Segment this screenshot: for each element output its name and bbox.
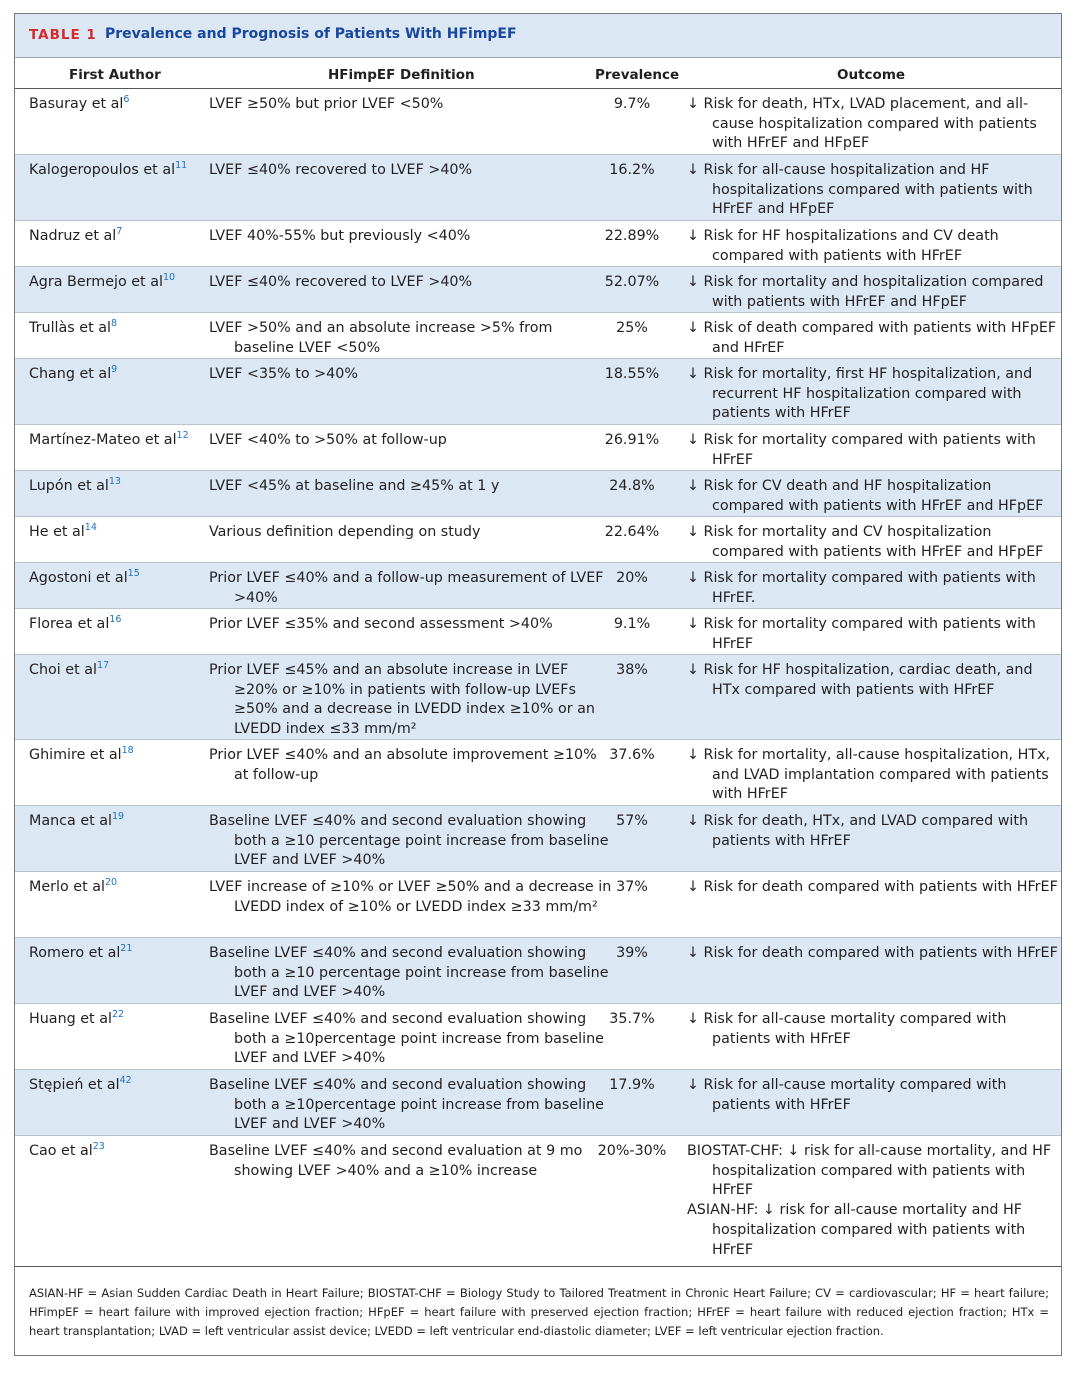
- cell-definition: LVEF <40% to >50% at follow-up: [209, 432, 447, 448]
- reference-link[interactable]: 13: [108, 476, 121, 488]
- cell-outcome: [687, 365, 1059, 424]
- table-row: [15, 267, 1061, 313]
- cell-first-author: [29, 1010, 205, 1030]
- cell-prevalence: 9.7%: [613, 96, 651, 112]
- cell-first-author: [29, 1076, 205, 1096]
- cell-prevalence: 39%: [616, 945, 648, 961]
- cell-prevalence: 38%: [616, 662, 648, 678]
- cell-definition: Prior LVEF ≤35% and second assessment >40%: [209, 616, 553, 632]
- cell-outcome: [687, 878, 1059, 898]
- table-row: [15, 155, 1061, 221]
- cell-prevalence: 24.8%: [609, 478, 655, 494]
- cell-first-author: [29, 615, 205, 635]
- cell-first-author: [29, 661, 205, 681]
- cell-outcome: [687, 431, 1059, 470]
- author-name: Huang et al: [29, 1011, 112, 1027]
- outcome-text: ↓ Risk for CV death and HF hospitalization compared with patients with HFrEF and HFpEF: [687, 478, 1044, 514]
- outcome-text: ↓ Risk for all-cause mortality compared with patients with HFrEF: [687, 1077, 1007, 1113]
- cell-prevalence: 37.6%: [609, 747, 655, 763]
- cell-outcome: [687, 661, 1059, 700]
- cell-definition: Various definition depending on study: [209, 524, 481, 540]
- cell-prevalence: 37%: [616, 879, 648, 895]
- cell-definition: LVEF ≤40% recovered to LVEF >40%: [209, 162, 473, 178]
- reference-link[interactable]: 9: [111, 364, 118, 376]
- table-row: [15, 1070, 1061, 1136]
- cell-prevalence: 20%: [616, 570, 648, 586]
- author-name: Florea et al: [29, 616, 110, 632]
- header-outcome: Outcome: [837, 67, 906, 83]
- cell-outcome: [687, 227, 1059, 266]
- outcome-text: ↓ Risk of death compared with patients with HFpEF and HFrEF: [687, 320, 1057, 356]
- cell-outcome: [687, 161, 1059, 220]
- outcome-text: ↓ Risk for death, HTx, and LVAD compared with patients with HFrEF: [687, 813, 1029, 849]
- table-row: [15, 938, 1061, 1004]
- cell-definition: Baseline LVEF ≤40% and second evaluation showing both a ≥10percentage point increase from baseline LVEF and LVEF >40%: [209, 1077, 604, 1133]
- author-name: Ghimire et al: [29, 747, 122, 763]
- cell-outcome: [687, 1142, 1059, 1260]
- author-name: Basuray et al: [29, 96, 124, 112]
- outcome-text: ↓ Risk for death compared with patients with HFrEF: [687, 945, 1058, 961]
- cell-outcome: [687, 615, 1059, 654]
- table-row: [15, 89, 1061, 155]
- cell-first-author: [29, 319, 205, 339]
- outcome-text: ↓ Risk for mortality compared with patients with HFrEF: [687, 616, 1036, 652]
- cell-first-author: [29, 431, 205, 451]
- reference-link[interactable]: 7: [116, 226, 123, 238]
- outcome-text: ↓ Risk for mortality compared with patients with HFrEF: [687, 432, 1036, 468]
- cell-definition: Baseline LVEF ≤40% and second evaluation showing both a ≥10 percentage point increase from baseline LVEF and LVEF >40%: [209, 813, 609, 869]
- author-name: Lupón et al: [29, 478, 109, 494]
- cell-definition: Baseline LVEF ≤40% and second evaluation showing both a ≥10 percentage point increase from baseline LVEF and LVEF >40%: [209, 945, 609, 1001]
- cell-definition: Prior LVEF ≤40% and an absolute improvement ≥10% at follow-up: [209, 747, 597, 783]
- author-name: Stępień et al: [29, 1077, 120, 1093]
- table-row: [15, 517, 1061, 563]
- cell-definition: LVEF <45% at baseline and ≥45% at 1 y: [209, 478, 500, 494]
- outcome-text: ↓ Risk for death compared with patients with HFrEF: [687, 879, 1058, 895]
- cell-first-author: [29, 477, 205, 497]
- header-definition: HFimpEF Definition: [328, 67, 475, 83]
- header-first-author: First Author: [69, 67, 161, 83]
- author-name: Cao et al: [29, 1143, 93, 1159]
- author-name: Romero et al: [29, 945, 121, 961]
- table-row: [15, 359, 1061, 425]
- author-name: Nadruz et al: [29, 228, 117, 244]
- outcome-text: ↓ Risk for death, HTx, LVAD placement, and all-cause hospitalization compared with patients with HFrEF and HFpEF: [687, 96, 1037, 152]
- cell-first-author: [29, 1142, 205, 1162]
- table-body: [15, 89, 1061, 1261]
- cell-outcome: [687, 944, 1059, 964]
- cell-outcome: [687, 1010, 1059, 1049]
- cell-first-author: [29, 944, 205, 964]
- cell-first-author: [29, 95, 205, 115]
- reference-link[interactable]: 19: [112, 811, 125, 823]
- reference-link[interactable]: 21: [120, 943, 133, 955]
- cell-prevalence: 22.89%: [604, 228, 660, 244]
- cell-definition: LVEF ≥50% but prior LVEF <50%: [209, 96, 444, 112]
- table-row: [15, 655, 1061, 740]
- cell-definition: Baseline LVEF ≤40% and second evaluation at 9 mo showing LVEF >40% and a ≥10% increase: [209, 1143, 583, 1179]
- reference-link[interactable]: 15: [127, 568, 140, 580]
- outcome-text: BIOSTAT-CHF: ↓ risk for all-cause mortality, and HF hospitalization compared with patients with HFrEF: [687, 1143, 1052, 1199]
- outcome-text: ↓ Risk for mortality and hospitalization compared with patients with HFrEF and HFpEF: [687, 274, 1044, 310]
- reference-link[interactable]: 14: [84, 522, 97, 534]
- cell-prevalence: 25%: [616, 320, 648, 336]
- cell-outcome: [687, 746, 1059, 805]
- cell-definition: LVEF increase of ≥10% or LVEF ≥50% and a decrease in LVEDD index of ≥10% or LVEDD index ≥33 mm/m²: [209, 879, 612, 915]
- cell-outcome: [687, 523, 1059, 562]
- outcome-text: ↓ Risk for mortality, all-cause hospitalization, HTx, and LVAD implantation compared with patients with HFrEF: [687, 747, 1051, 803]
- reference-link[interactable]: 18: [121, 745, 134, 757]
- cell-definition: LVEF <35% to >40%: [209, 366, 358, 382]
- cell-prevalence: 22.64%: [604, 524, 660, 540]
- cell-prevalence: 9.1%: [613, 616, 651, 632]
- footnote-divider: [15, 1266, 1061, 1267]
- cell-definition: LVEF ≤40% recovered to LVEF >40%: [209, 274, 473, 290]
- reference-link[interactable]: 12: [176, 430, 189, 442]
- cell-first-author: [29, 273, 205, 293]
- cell-first-author: [29, 523, 205, 543]
- cell-definition: Prior LVEF ≤40% and a follow-up measurement of LVEF >40%: [209, 570, 604, 606]
- cell-prevalence: 18.55%: [604, 366, 660, 382]
- reference-link[interactable]: 17: [97, 660, 110, 672]
- reference-link[interactable]: 16: [109, 614, 122, 626]
- author-name: Manca et al: [29, 813, 113, 829]
- reference-link[interactable]: 6: [123, 94, 130, 106]
- cell-prevalence: 20%-30%: [597, 1143, 667, 1159]
- header-prevalence: Prevalence: [595, 67, 680, 83]
- table-header-row: [15, 58, 1061, 89]
- outcome-text: ASIAN-HF: ↓ risk for all-cause mortality and HF hospitalization compared with patients with HFrEF: [687, 1202, 1026, 1258]
- author-name: Trullàs et al: [29, 320, 111, 336]
- outcome-text: ↓ Risk for all-cause mortality compared with patients with HFrEF: [687, 1011, 1007, 1047]
- author-name: Martínez-Mateo et al: [29, 432, 177, 448]
- table-row: [15, 1004, 1061, 1070]
- author-name: Chang et al: [29, 366, 112, 382]
- reference-link[interactable]: 8: [110, 318, 117, 330]
- cell-first-author: [29, 746, 205, 766]
- table-row: [15, 425, 1061, 471]
- author-name: Agra Bermejo et al: [29, 274, 163, 290]
- reference-link[interactable]: 23: [92, 1141, 105, 1153]
- outcome-text: ↓ Risk for all-cause hospitalization and HF hospitalizations compared with patients with HFrEF and HFpEF: [687, 162, 1033, 218]
- table-row: [15, 806, 1061, 872]
- cell-first-author: [29, 812, 205, 832]
- author-name: Choi et al: [29, 662, 97, 678]
- table-row: [15, 609, 1061, 655]
- table-row: [15, 563, 1061, 609]
- outcome-text: ↓ Risk for mortality, first HF hospitalization, and recurrent HF hospitalization compared with patients with HFrEF: [687, 366, 1033, 422]
- cell-definition: LVEF 40%-55% but previously <40%: [209, 228, 471, 244]
- table-row: [15, 221, 1061, 267]
- table-frame: [14, 13, 1062, 1356]
- reference-link[interactable]: 10: [162, 272, 176, 284]
- cell-outcome: [687, 477, 1059, 516]
- author-name: Kalogeropoulos et al: [29, 162, 176, 178]
- cell-definition: Prior LVEF ≤45% and an absolute increase in LVEF ≥20% or ≥10% in patients with follow-up LVEFs ≥50% and a decrease in LVEDD index ≥10% or an LVEDD index ≤33 mm/m²: [209, 662, 595, 738]
- cell-outcome: [687, 319, 1059, 358]
- reference-link[interactable]: 11: [175, 160, 188, 172]
- cell-definition: LVEF >50% and an absolute increase >5% from baseline LVEF <50%: [209, 320, 553, 356]
- reference-link[interactable]: 42: [119, 1075, 132, 1087]
- outcome-text: ↓ Risk for HF hospitalization, cardiac death, and HTx compared with patients with HFrEF: [687, 662, 1033, 698]
- table-footnote: ASIAN-HF = Asian Sudden Cardiac Death in Heart Failure; BIOSTAT-CHF = Biology Study to Tailored Treatment in Chronic Heart Failure; CV = cardiovascular; HF = heart failure; HFimpEF = heart failure with improved ejection fraction; HFpEF = heart failure with preserved ejection fraction; HFrEF = heart failure with reduced ejection fraction; HTx = heart transplantation; LVAD = left ventricular assist device; LVEDD = left ventricular end-diastolic diameter; LVEF = left ventricular ejection fraction.: [29, 1286, 1049, 1338]
- cell-first-author: [29, 161, 205, 181]
- cell-prevalence: 52.07%: [604, 274, 660, 290]
- outcome-text: ↓ Risk for HF hospitalizations and CV death compared with patients with HFrEF: [687, 228, 999, 264]
- cell-prevalence: 17.9%: [609, 1077, 655, 1093]
- table-title-bar: [15, 14, 1061, 58]
- table-row: [15, 740, 1061, 806]
- outcome-text: ↓ Risk for mortality and CV hospitalization compared with patients with HFrEF and HFpEF: [687, 524, 1044, 560]
- cell-outcome: [687, 1076, 1059, 1115]
- reference-link[interactable]: 20: [104, 877, 118, 889]
- author-name: Merlo et al: [29, 879, 105, 895]
- cell-definition: Baseline LVEF ≤40% and second evaluation showing both a ≥10percentage point increase from baseline LVEF and LVEF >40%: [209, 1011, 604, 1067]
- reference-link[interactable]: 22: [111, 1009, 125, 1021]
- cell-first-author: [29, 569, 205, 589]
- author-name: He et al: [29, 524, 85, 540]
- cell-outcome: [687, 273, 1059, 312]
- cell-first-author: [29, 227, 205, 247]
- table-row: [15, 471, 1061, 517]
- cell-prevalence: 26.91%: [604, 432, 660, 448]
- cell-outcome: [687, 812, 1059, 851]
- table-row: [15, 313, 1061, 359]
- cell-first-author: [29, 365, 205, 385]
- cell-outcome: [687, 569, 1059, 608]
- cell-prevalence: 57%: [616, 813, 648, 829]
- outcome-text: ↓ Risk for mortality compared with patients with HFrEF.: [687, 570, 1036, 606]
- table-label: TABLE 1: [29, 27, 97, 43]
- author-name: Agostoni et al: [29, 570, 128, 586]
- table-title: Prevalence and Prognosis of Patients With HFimpEF: [105, 26, 517, 42]
- cell-first-author: [29, 878, 205, 898]
- cell-outcome: [687, 95, 1059, 154]
- cell-prevalence: 16.2%: [609, 162, 655, 178]
- cell-prevalence: 35.7%: [609, 1011, 655, 1027]
- table-row: [15, 872, 1061, 938]
- table-row: [15, 1136, 1061, 1261]
